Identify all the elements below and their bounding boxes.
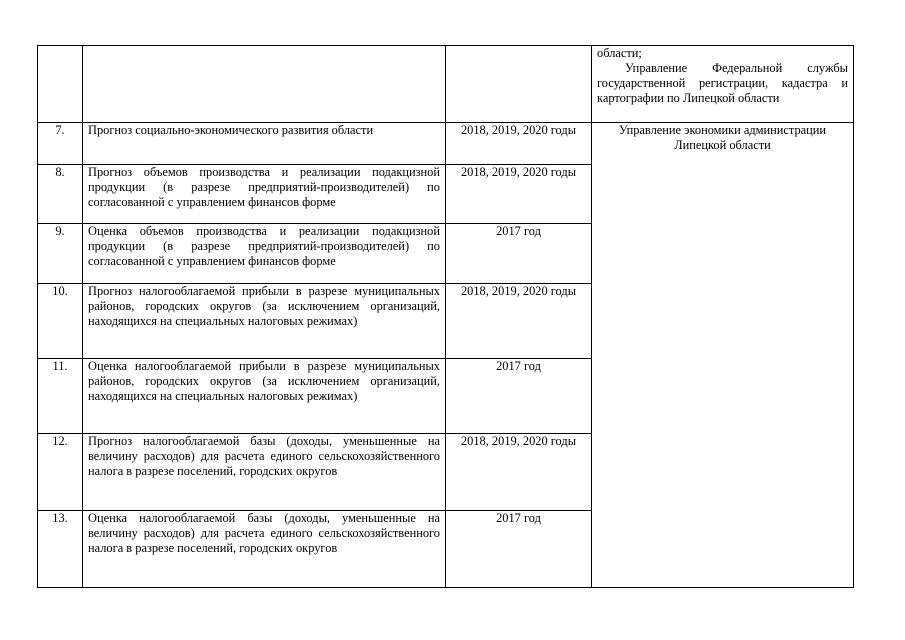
row-description: Оценка объемов производства и реализации подакцизной продукции (в разрезе предприятий-производителей) по согласованной с управлением финансов форме — [83, 224, 446, 284]
row-number: 7. — [38, 123, 83, 165]
row-number: 10. — [38, 284, 83, 359]
row-description: Прогноз налогооблагаемой базы (доходы, уменьшенные на величину расходов) для расчета единого сельскохозяйственного налога в разрезе поселений, городских округов — [83, 434, 446, 511]
responsible-line: области; — [597, 46, 642, 60]
row-description: Оценка налогооблагаемой прибыли в разрезе муниципальных районов, городских округов (за исключением организаций, находящихся на специальных налоговых режимах) — [83, 359, 446, 434]
row-description: Прогноз объемов производства и реализации подакцизной продукции (в разрезе предприятий-производителей) по согласованной с управлением финансов форме — [83, 165, 446, 224]
table-row — [38, 46, 854, 123]
period-cell — [446, 46, 592, 123]
row-number-cell — [38, 46, 83, 123]
row-period: 2017 год — [446, 224, 592, 284]
document-table — [37, 45, 854, 588]
description-cell — [83, 46, 446, 123]
merged-responsible-cell: Управление экономики администрации Липецкой области — [592, 123, 854, 588]
responsible-agency: Управление Федеральной службы государственной регистрации, кадастра и картографии по Липецкой области — [597, 61, 848, 105]
row-period: 2018, 2019, 2020 годы — [446, 165, 592, 224]
row-description: Прогноз налогооблагаемой прибыли в разрезе муниципальных районов, городских округов (за исключением организаций, находящихся на специальных налоговых режимах) — [83, 284, 446, 359]
row-description: Прогноз социально-экономического развития области — [83, 123, 446, 165]
row-number: 9. — [38, 224, 83, 284]
row-period: 2017 год — [446, 359, 592, 434]
row-period: 2018, 2019, 2020 годы — [446, 123, 592, 165]
row-number: 13. — [38, 511, 83, 588]
responsible-cell — [592, 46, 854, 123]
row-period: 2018, 2019, 2020 годы — [446, 284, 592, 359]
row-description: Оценка налогооблагаемой базы (доходы, уменьшенные на величину расходов) для расчета единого сельскохозяйственного налога в разрезе поселений, городских округов — [83, 511, 446, 588]
row-number: 12. — [38, 434, 83, 511]
row-period: 2017 год — [446, 511, 592, 588]
row-number: 11. — [38, 359, 83, 434]
row-number: 8. — [38, 165, 83, 224]
row-period: 2018, 2019, 2020 годы — [446, 434, 592, 511]
table-row — [38, 123, 854, 165]
